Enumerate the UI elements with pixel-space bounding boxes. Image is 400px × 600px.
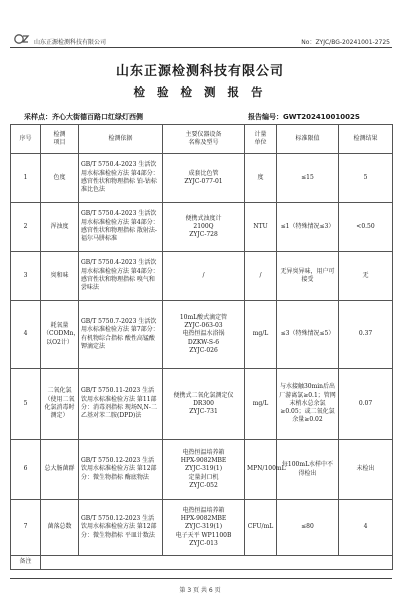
table-row	[11, 500, 393, 556]
row-instrument: 电热恒温培养箱 HPX-9082MBE ZYJC-319(1) 定量封口机 ZYJC-052	[163, 440, 245, 500]
row-seq: 4	[11, 301, 41, 369]
row-basis: GB/T 5750.12-2023 生活饮用水标准检验方法 第12部分：微生物指标 平皿计数法	[79, 500, 163, 556]
footer-divider	[10, 578, 392, 579]
row-unit: mg/L	[245, 301, 277, 369]
row-unit: NTU	[245, 203, 277, 252]
row-limit: 无异臭异味，用户可接受	[277, 252, 339, 301]
row-result: 4	[339, 500, 393, 556]
row-basis: GB/T 5750.12-2023 生活饮用水标准检验方法 第12部分：微生物指标 酶底物法	[79, 440, 163, 500]
row-limit: ≤3（特殊情况≤5）	[277, 301, 339, 369]
row-item: 菌落总数	[41, 500, 79, 556]
table-row	[11, 440, 393, 500]
row-seq: 1	[11, 154, 41, 203]
page-header	[0, 0, 400, 52]
row-limit: ≤1（特殊情况≤3）	[277, 203, 339, 252]
header-instrument: 主要仪器设备 名称及型号	[163, 125, 245, 154]
header-basis: 检测依据	[79, 125, 163, 154]
header-divider	[10, 47, 392, 48]
row-unit: mg/L	[245, 369, 277, 440]
row-result: 0.07	[339, 369, 393, 440]
row-basis: GB/T 5750.4-2023 生活饮用水标准检验方法 第4部分：感官性状和物理指标 嗅气和尝味法	[79, 252, 163, 301]
row-basis: GB/T 5750.11-2023 生活饮用水标准检验方法 第11部分：消毒剂指标 现场N,N-二乙基对苯二胺(DPD)法	[79, 369, 163, 440]
sampling-point: 采样点：齐心大街德百路口红绿灯西侧	[24, 113, 143, 121]
remark-row	[11, 556, 393, 570]
row-limit: 与水接触30min后出厂游离氯≥0.1；管网末梢水总余氯≥0.05；或二氧化氯余量≥0.02	[277, 369, 339, 440]
test-results-table	[10, 124, 393, 570]
company-logo-icon	[14, 34, 30, 44]
table-row	[11, 154, 393, 203]
row-limit: ≤15	[277, 154, 339, 203]
table-row	[11, 252, 393, 301]
header-limit: 标准限值	[277, 125, 339, 154]
row-result: 5	[339, 154, 393, 203]
row-result: 无	[339, 252, 393, 301]
header-company-name: 山东正源检测科技有限公司	[34, 39, 107, 46]
header-seq: 序号	[11, 125, 41, 154]
row-item: 总大肠菌群	[41, 440, 79, 500]
remark-content	[41, 556, 393, 570]
row-instrument: 便携式二氧化氯测定仪DR300 ZYJC-731	[163, 369, 245, 440]
header-unit: 计量 单位	[245, 125, 277, 154]
row-seq: 6	[11, 440, 41, 500]
report-title: 检 验 检 测 报 告	[133, 85, 267, 99]
table-row	[11, 301, 393, 369]
remark-label: 备注	[11, 556, 41, 570]
row-basis: GB/T 5750.7-2023 生活饮用水标准检验方法 第7部分：有机物综合指标 酸性高锰酸钾滴定法	[79, 301, 163, 369]
row-seq: 5	[11, 369, 41, 440]
table-row	[11, 369, 393, 440]
row-item: 色度	[41, 154, 79, 203]
table-row	[11, 203, 393, 252]
table-header-row	[11, 125, 393, 154]
row-seq: 3	[11, 252, 41, 301]
row-instrument: 10mL酸式滴定管 ZYJC-063-03 电热恒温水浴锅 DZKW-S-6 ZYJC-026	[163, 301, 245, 369]
row-instrument: 电热恒温培养箱 HPX-9082MBE ZYJC-319(1) 电子天平 WP1100B ZYJC-013	[163, 500, 245, 556]
row-limit: 每100mL水样中不得检出	[277, 440, 339, 500]
row-seq: 2	[11, 203, 41, 252]
row-result: 未检出	[339, 440, 393, 500]
row-unit: 度	[245, 154, 277, 203]
report-number: 报告编号：GWT20241001002S	[248, 113, 360, 121]
header-result: 检测结果	[339, 125, 393, 154]
row-item: 浑浊度	[41, 203, 79, 252]
row-result: <0.50	[339, 203, 393, 252]
row-limit: ≤80	[277, 500, 339, 556]
row-instrument: /	[163, 252, 245, 301]
row-item: 臭和味	[41, 252, 79, 301]
row-unit: CFU/mL	[245, 500, 277, 556]
row-instrument: 便携式浊度计 2100Q ZYJC-728	[163, 203, 245, 252]
row-basis: GB/T 5750.4-2023 生活饮用水标准检验方法 第4部分：感官性状和物理指标 散射法-福尔马肼标准	[79, 203, 163, 252]
header-document-number: No：ZYJC/BG-20241001-2725	[301, 39, 390, 46]
row-item: 二氧化氯（使用二氧化氯消毒时测定）	[41, 369, 79, 440]
row-seq: 7	[11, 500, 41, 556]
row-unit: /	[245, 252, 277, 301]
row-unit: MPN/100mL	[245, 440, 277, 500]
company-title: 山东正源检测科技有限公司	[115, 64, 284, 79]
header-item: 检测 项目	[41, 125, 79, 154]
row-item: 耗氧量（CODMn，以O2计）	[41, 301, 79, 369]
row-instrument: 成套比色管 ZYJC-077-01	[163, 154, 245, 203]
row-result: 0.37	[339, 301, 393, 369]
page-number: 第 3 页 共 6 页	[179, 587, 221, 594]
row-basis: GB/T 5750.4-2023 生活饮用水标准检验方法 第4部分：感官性状和物理指标 铂-钴标准比色法	[79, 154, 163, 203]
